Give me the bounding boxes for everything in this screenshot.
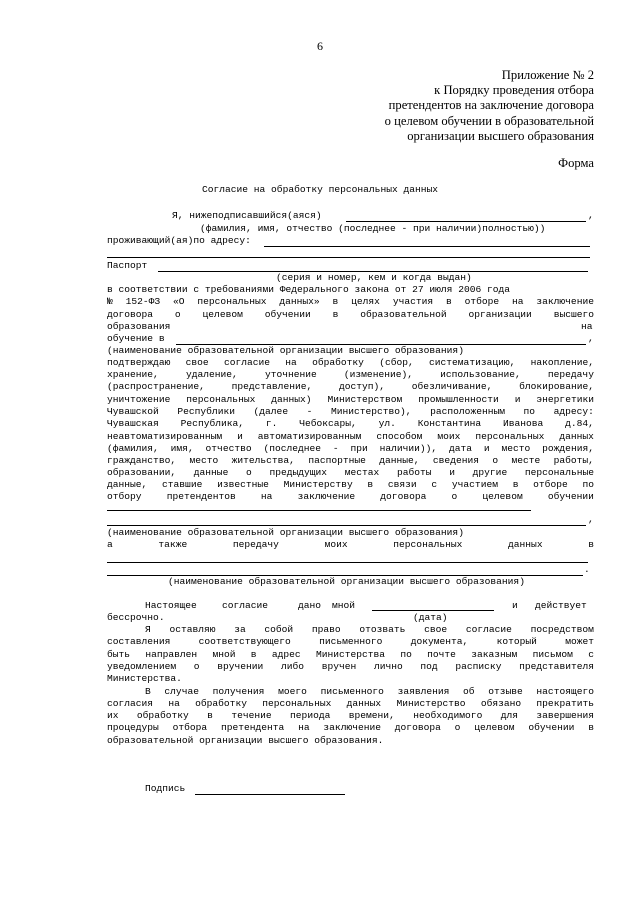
word: либо	[280, 661, 305, 672]
word: Иванова	[502, 418, 544, 429]
word: участия	[392, 296, 434, 307]
word: моих	[437, 431, 461, 442]
word: данные,	[379, 455, 420, 466]
word: Республика,	[180, 418, 245, 429]
word: вручен	[321, 661, 357, 672]
word: моего	[278, 686, 307, 697]
word: дата	[449, 443, 473, 454]
word: целевом	[474, 722, 515, 733]
word: другие	[472, 467, 508, 478]
word: прекратить	[536, 698, 594, 709]
date-field[interactable]	[372, 610, 494, 611]
word: и	[237, 431, 243, 442]
word: персональных	[186, 394, 256, 405]
word: о	[193, 661, 200, 672]
appendix-line: организации высшего образования	[407, 128, 594, 143]
word: в	[332, 296, 339, 307]
form-label: Форма	[558, 156, 594, 170]
word: в	[445, 296, 452, 307]
word: д.84,	[565, 418, 594, 429]
word: данные	[193, 467, 229, 478]
word: и	[514, 394, 521, 405]
org-hint: (наименование образовательной организации высшего образования)	[168, 576, 525, 587]
word: автоматизированным	[257, 431, 362, 442]
word: в	[250, 649, 257, 660]
word: 152-ФЗ	[125, 296, 161, 307]
org-hint: (наименование образовательной организации высшего образования)	[107, 527, 464, 538]
word: при	[350, 443, 368, 454]
word: целевом	[482, 491, 523, 502]
word: отзыве	[488, 686, 523, 697]
word: их	[107, 710, 119, 721]
word: оставляю	[169, 624, 216, 635]
word: (распространение,	[107, 381, 205, 392]
word: в	[588, 539, 594, 550]
word: отбора	[172, 722, 208, 733]
word: представителя	[519, 661, 594, 672]
word: который	[496, 636, 537, 647]
word: договора	[107, 309, 154, 320]
address-label: проживающий(ая)по адресу:	[107, 235, 251, 246]
word: работы,	[553, 455, 594, 466]
word: уточнение	[264, 369, 317, 380]
text-line	[107, 431, 594, 443]
word: передачу	[232, 539, 279, 550]
word: об	[463, 686, 475, 697]
word: Министерству	[283, 479, 353, 490]
word: блокирование,	[519, 381, 594, 392]
word: о	[492, 455, 499, 466]
word: персональных	[197, 296, 267, 307]
word: персональных	[475, 431, 545, 442]
word: использование,	[440, 369, 521, 380]
org-line-2	[0, 514, 640, 527]
word: претендента	[220, 722, 285, 733]
fio-field[interactable]	[346, 221, 586, 222]
document-title: Согласие на обработку персональных данных	[201, 184, 439, 195]
word: данных	[559, 431, 594, 442]
word: письменного	[319, 636, 383, 647]
word: а	[107, 539, 113, 550]
word: быть	[107, 649, 131, 660]
org-field-2b[interactable]	[107, 525, 586, 526]
punct: .	[584, 564, 590, 575]
fio-hint: (фамилия, имя, отчество (последнее - при наличии)полностью))	[200, 223, 546, 234]
word: данных»	[279, 296, 320, 307]
text: образовательной организации высшего образования.	[107, 735, 384, 746]
word: свое	[185, 357, 209, 368]
text-line	[107, 722, 594, 734]
word: -	[306, 406, 313, 417]
word: Министерство),	[330, 406, 412, 417]
word: целевом	[202, 309, 243, 320]
text: дано	[298, 600, 322, 611]
text: мной	[332, 600, 356, 611]
word: обучении	[528, 722, 575, 733]
word: согласие	[465, 624, 512, 635]
word: завершения	[536, 710, 594, 721]
word: на	[298, 722, 310, 733]
word: периода	[290, 710, 331, 721]
signature-label: Подпись	[145, 783, 186, 794]
word: участием	[451, 479, 498, 490]
word: лично	[373, 661, 403, 672]
text: в соответствии с требованиями Федерального закона от 27 июля 2006 года	[107, 284, 511, 295]
word: данных	[346, 698, 382, 709]
punct: ,	[588, 210, 594, 221]
word: отбору	[107, 491, 142, 502]
word: в	[332, 309, 339, 320]
word: персональных	[262, 698, 332, 709]
word: В	[145, 686, 151, 697]
word: случае	[164, 686, 199, 697]
word: по	[400, 649, 412, 660]
word: на	[168, 698, 180, 709]
word: накопление,	[530, 357, 594, 368]
text: действует	[535, 600, 587, 611]
punct: ,	[588, 514, 594, 525]
org-hint: (наименование образовательной организации высшего образования)	[107, 345, 464, 356]
word: «О	[173, 296, 185, 307]
word: связи	[387, 479, 417, 490]
word: Константина	[417, 418, 482, 429]
word: расписку	[455, 661, 502, 672]
word: удаление,	[185, 369, 238, 380]
word: необходимого	[413, 710, 483, 721]
date-hint: (дата)	[413, 612, 448, 623]
text-line	[0, 735, 640, 748]
word: для	[500, 710, 519, 721]
signature-line	[0, 783, 640, 796]
word: жительства,	[231, 455, 295, 466]
text-line	[145, 624, 594, 636]
fio-line	[0, 210, 640, 223]
word: по	[582, 479, 594, 490]
word: адрес	[271, 649, 301, 660]
word: по	[523, 406, 536, 417]
word: может	[565, 636, 594, 647]
word: процедуры	[107, 722, 159, 733]
word: и	[449, 467, 455, 478]
word: (последнее	[263, 443, 322, 454]
word: отозвать	[359, 624, 406, 635]
word: моих	[324, 539, 348, 550]
text: Министерства.	[107, 673, 182, 684]
word: письмом	[532, 649, 573, 660]
word: о	[246, 467, 252, 478]
word: договора	[380, 491, 427, 502]
text-line	[107, 394, 594, 406]
text-line	[107, 381, 594, 393]
address-field-2[interactable]	[107, 257, 590, 258]
word: направлен	[145, 649, 198, 660]
text: Настоящее	[145, 600, 197, 611]
word: паспортные	[308, 455, 366, 466]
word: сведения	[432, 455, 479, 466]
word: заключение	[323, 722, 381, 733]
text-line	[107, 357, 594, 369]
word: обработку	[136, 710, 189, 721]
word: Министерства	[315, 649, 386, 660]
fio-label: Я, нижеподписавшийся(аяся)	[172, 210, 322, 221]
word: место	[189, 455, 219, 466]
word: о	[174, 309, 181, 320]
word: времени,	[348, 710, 395, 721]
word: месте	[511, 455, 541, 466]
word: за	[234, 624, 246, 635]
word: представление,	[231, 381, 313, 392]
word: образовании,	[107, 467, 177, 478]
text-line	[107, 406, 594, 418]
word: обработку	[312, 357, 364, 368]
word: под	[420, 661, 438, 672]
word: мной	[212, 649, 236, 660]
word: имя,	[170, 443, 194, 454]
passport-hint: (серия и номер, кем и когда выдан)	[276, 272, 472, 283]
word: почте	[427, 649, 456, 660]
word: в	[588, 722, 594, 733]
word: в	[367, 479, 374, 490]
word: организации	[468, 309, 532, 320]
signature-field[interactable]	[195, 794, 345, 795]
word: письменного	[320, 686, 384, 697]
text-line	[107, 661, 594, 673]
word: наличии)),	[379, 443, 438, 454]
text-line	[0, 673, 640, 686]
word: с	[431, 479, 438, 490]
address-field[interactable]	[264, 246, 590, 247]
word: заявления	[397, 686, 450, 697]
text: и	[512, 600, 518, 611]
word: данных	[508, 539, 543, 550]
word: отчество	[205, 443, 252, 454]
word: Чувашской	[107, 406, 159, 417]
word: персональные	[524, 467, 594, 478]
word: неавтоматизированным	[107, 431, 223, 442]
address-line	[0, 235, 640, 248]
word: (сбор,	[379, 357, 414, 368]
text-line	[145, 686, 594, 698]
word: гражданство,	[107, 455, 177, 466]
word: договора	[394, 722, 441, 733]
text-line	[107, 636, 594, 648]
text: на	[581, 321, 593, 332]
appendix-line: к Порядку проведения отбора	[434, 83, 594, 98]
word: соответствующего	[198, 636, 291, 647]
text-line	[107, 467, 594, 479]
word: вручении	[217, 661, 264, 672]
word: данных)	[271, 394, 312, 405]
word: целях	[351, 296, 380, 307]
appendix-line: о целевом обучении в образовательной	[384, 113, 594, 128]
appendix-header	[294, 68, 594, 144]
word: на	[285, 357, 297, 368]
word: о	[454, 722, 461, 733]
word: посредством	[530, 624, 594, 635]
word: обязано	[480, 698, 522, 709]
word: заключение	[536, 296, 594, 307]
word: ул.	[378, 418, 396, 429]
text-line	[107, 369, 594, 381]
text-line	[107, 455, 594, 467]
word: известные	[217, 479, 269, 490]
word: (изменение),	[343, 369, 413, 380]
text: согласие	[222, 600, 269, 611]
org-field-2a[interactable]	[107, 510, 531, 511]
word: №	[107, 296, 113, 307]
word: персональных	[393, 539, 463, 550]
word: расположенным	[430, 406, 505, 417]
word: доступ),	[338, 381, 386, 392]
word: г.	[265, 418, 278, 429]
word: обучении	[264, 309, 311, 320]
word: (далее	[253, 406, 289, 417]
word: согласия	[107, 698, 154, 709]
word: уничтожение	[107, 394, 171, 405]
word: высшего	[553, 309, 594, 320]
word: отборе	[464, 296, 500, 307]
word: обезличивание,	[411, 381, 493, 392]
org-hint-line	[0, 576, 640, 589]
word: работы	[396, 467, 432, 478]
page-number: 6	[317, 39, 323, 53]
word: -	[332, 443, 339, 454]
word: право	[311, 624, 341, 635]
word: согласие	[223, 357, 270, 368]
word: адресу:	[553, 406, 594, 417]
word: документа,	[410, 636, 469, 647]
text-line	[107, 491, 594, 503]
word: обучении	[547, 491, 594, 502]
word: составления	[107, 636, 171, 647]
text: обучение в	[107, 333, 165, 344]
word: Чувашская	[107, 418, 159, 429]
word: предыдущих	[269, 467, 328, 478]
word: место	[501, 443, 531, 454]
word: также	[158, 539, 188, 550]
text-line	[107, 710, 594, 722]
word: передачу	[547, 369, 594, 380]
word: претендентов	[166, 491, 236, 502]
word: Министерство	[396, 698, 466, 709]
word: способом	[376, 431, 423, 442]
org-field-3a[interactable]	[107, 562, 588, 563]
word: и	[483, 443, 490, 454]
punct: ,	[588, 333, 594, 344]
word: Чебоксары,	[299, 418, 357, 429]
passport-label: Паспорт	[107, 260, 148, 271]
word: хранение,	[107, 369, 159, 380]
text: бессрочно.	[107, 612, 165, 623]
text-line	[107, 649, 594, 661]
word: собой	[264, 624, 294, 635]
word: Я	[145, 624, 151, 635]
word: настоящего	[536, 686, 594, 697]
word: на	[260, 491, 273, 502]
word: (фамилия,	[107, 443, 159, 454]
word: местах	[344, 467, 380, 478]
word: о	[451, 491, 458, 502]
word: данные,	[107, 479, 148, 490]
word: с	[588, 649, 594, 660]
word: Министерством	[327, 394, 403, 405]
word: на	[512, 296, 524, 307]
word: обработку	[195, 698, 247, 709]
text: образования	[107, 321, 171, 332]
text-line	[107, 539, 594, 551]
word: получения	[212, 686, 265, 697]
text-line	[107, 418, 594, 430]
word: уведомлением	[107, 661, 177, 672]
word: образовательной	[360, 309, 447, 320]
text-line	[107, 698, 594, 710]
word: заказным	[471, 649, 518, 660]
word: Республики	[177, 406, 235, 417]
word: свое	[424, 624, 448, 635]
appendix-line: Приложение № 2	[501, 68, 594, 82]
word: в	[207, 710, 213, 721]
word: отборе	[533, 479, 568, 490]
word: заключение	[297, 491, 356, 502]
word: ставшие	[162, 479, 203, 490]
word: рождения,	[542, 443, 594, 454]
word: течение	[231, 710, 272, 721]
appendix-line: претендентов на заключение договора	[388, 98, 594, 113]
text-line	[107, 296, 594, 308]
word: подтверждаю	[107, 357, 171, 368]
word: промышленности	[418, 394, 499, 405]
text-line	[107, 479, 594, 491]
word: энергетики	[536, 394, 594, 405]
word: в	[512, 479, 519, 490]
text-line	[107, 443, 594, 455]
text-line	[107, 309, 594, 321]
word: систематизацию,	[429, 357, 516, 368]
